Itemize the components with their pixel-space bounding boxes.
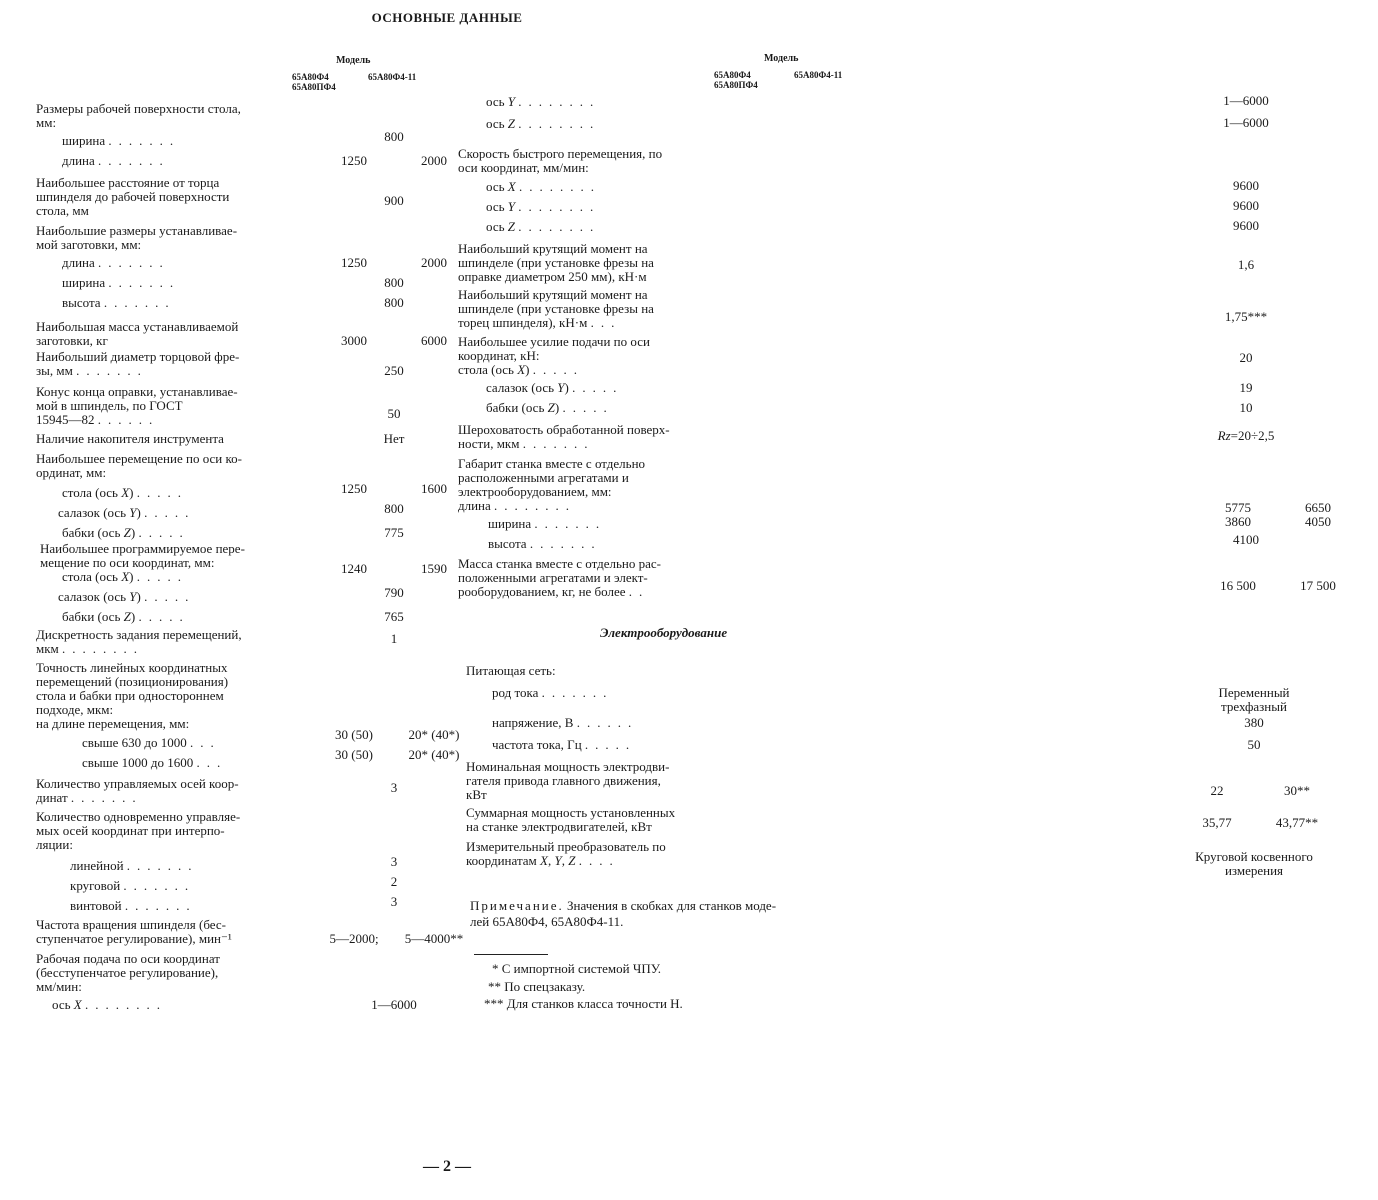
value-model-2: 6000 [421, 333, 447, 348]
spec-label: Частота вращения шпинделя (бес- ступенчатое регулирование), мин⁻¹ [36, 917, 232, 946]
value-common: 3 [390, 854, 398, 869]
model-col2-header-left: 65А80Ф4-11 [368, 72, 417, 82]
spec-label: Количество управляемых осей коор- динат ....... [36, 776, 239, 805]
spec-label: Масса станка вместе с отдельно рас- положенными агрегатами и элект- рооборудованием, кг, не более .. [458, 556, 661, 599]
spec-label: высота ....... [488, 536, 602, 551]
spec-label: Суммарная мощность установленных на станке электродвигателей, кВт [466, 805, 676, 834]
spec-label: Количество одновременно управляе- мых осей координат при интерпо- ляции: [36, 809, 241, 852]
spec-label: длина ....... [62, 255, 170, 270]
spec-label: Размеры рабочей поверхности стола, мм: [36, 101, 241, 130]
value-common: 1—6000 [371, 997, 417, 1012]
spec-label: Наибольшая масса устанавливаемой заготовки, кг [36, 319, 239, 348]
spec-label: круговой ....... [70, 878, 196, 893]
model-col1-header-right: 65А80Ф4 65А80ПФ4 [714, 70, 758, 90]
spec-label: бабки (ось Z) ..... [62, 525, 190, 540]
value-model-1: 1250 [341, 255, 367, 270]
value-model-1: 3000 [341, 333, 367, 348]
value-common: 9600 [1233, 198, 1259, 213]
spec-label: ширина ....... [62, 133, 181, 148]
spec-label: Наибольший крутящий момент на шпинделе (при установке фрезы на торец шпинделя), кН·м ... [458, 287, 654, 330]
electro-heading: Электрооборудование [600, 625, 728, 640]
value-common: 900 [384, 193, 404, 208]
spec-label: ось X ........ [486, 179, 601, 194]
value-common: 800 [384, 275, 404, 290]
spec-label: свыше 630 до 1000 ... [82, 735, 221, 750]
value-common: 4100 [1233, 532, 1259, 547]
page-title: ОСНОВНЫЕ ДАННЫЕ [371, 10, 523, 25]
value-model-2: 6650 [1305, 500, 1331, 515]
value-model-2: 30** [1284, 783, 1310, 798]
value-model-2: 2000 [421, 255, 447, 270]
model-col2-header-right: 65А80Ф4-11 [794, 70, 843, 80]
note: Примечание. Значения в скобках для станков моде- лей 65А80Ф4, 65А80Ф4-11. [470, 898, 777, 929]
value-model-2: 1600 [421, 481, 447, 496]
value-common: 2 [390, 874, 398, 889]
spec-label: салазок (ось Y) ..... [486, 380, 624, 395]
value-model-2: 20* (40*) [408, 747, 460, 762]
value-model-2: 43,77** [1275, 815, 1319, 830]
spec-label: Наибольшие размеры устанавливае- мой заготовки, мм: [36, 223, 238, 252]
spec-label: бабки (ось Z) ..... [62, 609, 190, 624]
value-model-2: 1590 [421, 561, 447, 576]
value-common: 19 [1239, 380, 1253, 395]
value-common: Rz=20÷2,5 [1217, 428, 1275, 443]
value-model-1: 22 [1210, 783, 1224, 798]
footnote-3: *** Для станков класса точности Н. [484, 996, 683, 1011]
value-common: 1—6000 [1223, 115, 1269, 130]
value-common: 800 [384, 295, 404, 310]
spec-label: длина ....... [62, 153, 170, 168]
value-common: 20 [1239, 350, 1253, 365]
footnote-1: * С импортной системой ЧПУ. [492, 961, 662, 976]
spec-label: Шероховатость обработанной поверх- ности, мкм ....... [458, 422, 670, 451]
spec-label: бабки (ось Z) ..... [486, 400, 614, 415]
value-model-1: 5—2000; [329, 931, 379, 946]
spec-label: линейной ....... [70, 858, 199, 873]
model-header-right: Модель [764, 53, 799, 64]
value-common: 800 [384, 129, 404, 144]
value-model-1: 5775 [1225, 500, 1251, 515]
spec-label: Наибольшее программируемое пере- мещение по оси координат, мм: [40, 541, 245, 570]
spec-label: стола (ось X) ..... [62, 485, 189, 500]
value-model-2: 2000 [421, 153, 447, 168]
spec-label: Наибольшее расстояние от торца шпинделя до рабочей поверхности стола, мм [36, 175, 230, 218]
spec-label: стола (ось X) ..... [62, 569, 189, 584]
value-common: 3 [390, 780, 398, 795]
model-col1-header-left: 65А80Ф4 65А80ПФ4 [292, 72, 336, 92]
value-common: 790 [384, 585, 404, 600]
value-model-1: 3860 [1225, 514, 1251, 529]
spec-label: Конус конца оправки, устанавливае- мой в шпиндель, по ГОСТ 15945—82 ...... [36, 384, 238, 427]
spec-label: Наибольший диаметр торцовой фре- зы, мм ....... [36, 349, 240, 378]
value-common: 10 [1239, 400, 1253, 415]
spec-label: высота ....... [62, 295, 176, 310]
value-common: 765 [384, 609, 404, 624]
spec-label: Наибольшее усилие подачи по оси координат, кН: стола (ось X) ..... [458, 334, 650, 377]
spec-label: Наличие накопителя инструмента [36, 431, 224, 446]
value-model-2: 4050 [1305, 514, 1331, 529]
value-model-1: 30 (50) [335, 727, 373, 742]
spec-label: ось Y ........ [486, 94, 601, 109]
spec-label: Наибольшее перемещение по оси ко- ординат, мм: [36, 451, 242, 480]
value-common: 1 [390, 631, 398, 646]
model-header-left: Модель [336, 55, 371, 66]
value-model-2: 20* (40*) [408, 727, 460, 742]
value-common: 50 [1247, 737, 1261, 752]
spec-label: частота тока, Гц ..... [492, 737, 637, 752]
spec-label: напряжение, В ...... [492, 715, 639, 730]
spec-label: Точность линейных координатных перемещений (позиционирования) стола и бабки при одностороннем подходе, мкм: на длине перемещения, мм: [36, 660, 229, 731]
spec-label: салазок (ось Y) ..... [58, 505, 196, 520]
value-model-1: 35,77 [1202, 815, 1232, 830]
value-common: 3 [390, 894, 398, 909]
spec-label: ось Y ........ [486, 199, 601, 214]
footnote-rule [474, 954, 548, 955]
spec-label: ось Z ........ [486, 116, 601, 131]
spec-label: Габарит станка вместе с отдельно расположенными агрегатами и электрооборудованием, мм: длина ........ [458, 456, 646, 513]
value-common: 1,6 [1237, 257, 1255, 272]
page-number: — 2 — [423, 1158, 471, 1175]
value-common: 50 [387, 406, 401, 421]
value-model-2: 5—4000** [404, 931, 464, 946]
spec-label: винтовой ....... [70, 898, 197, 913]
value-model-2: 17 500 [1300, 578, 1336, 593]
value-model-1: 16 500 [1220, 578, 1256, 593]
spec-label: Рабочая подача по оси координат (бесступенчатое регулирование), мм/мин: [36, 951, 220, 994]
spec-label: Измерительный преобразователь по координатам X, Y, Z .... [466, 839, 666, 868]
spec-label: салазок (ось Y) ..... [58, 589, 196, 604]
spec-label: ширина ....... [488, 516, 607, 531]
spec-label: ось X ........ [52, 997, 167, 1012]
footnote-2: ** По спецзаказу. [488, 979, 586, 994]
value-common: 800 [384, 501, 404, 516]
spec-label: род тока ....... [492, 685, 614, 700]
value-common: 380 [1244, 715, 1264, 730]
value-common: 250 [384, 363, 404, 378]
spec-label: Наибольший крутящий момент на шпинделе (при установке фрезы на оправке диаметром 250 мм), кН·м [458, 241, 654, 284]
spec-label: Дискретность задания перемещений, мкм ........ [36, 627, 242, 656]
spec-label: Скорость быстрого перемещения, по оси координат, мм/мин: [458, 146, 663, 175]
value-common: 775 [384, 525, 404, 540]
spec-label: Номинальная мощность электродви- гателя привода главного движения, кВт [466, 759, 670, 802]
value-common: 9600 [1233, 178, 1259, 193]
value-model-1: 1240 [341, 561, 367, 576]
spec-label: свыше 1000 до 1600 ... [82, 755, 228, 770]
value-model-1: 1250 [341, 481, 367, 496]
value-common: 1,75*** [1224, 309, 1268, 324]
spec-label: Питающая сеть: [466, 663, 556, 678]
value-common: 9600 [1233, 218, 1259, 233]
spec-label: ширина ....... [62, 275, 181, 290]
value-model-1: 30 (50) [335, 747, 373, 762]
value-model-1: 1250 [341, 153, 367, 168]
value-common: 1—6000 [1223, 93, 1269, 108]
value-common: Переменный трехфазный [1218, 685, 1290, 714]
value-common: Круговой косвенного измерения [1195, 849, 1313, 878]
value-common: Нет [383, 431, 405, 446]
spec-label: ось Z ........ [486, 219, 601, 234]
